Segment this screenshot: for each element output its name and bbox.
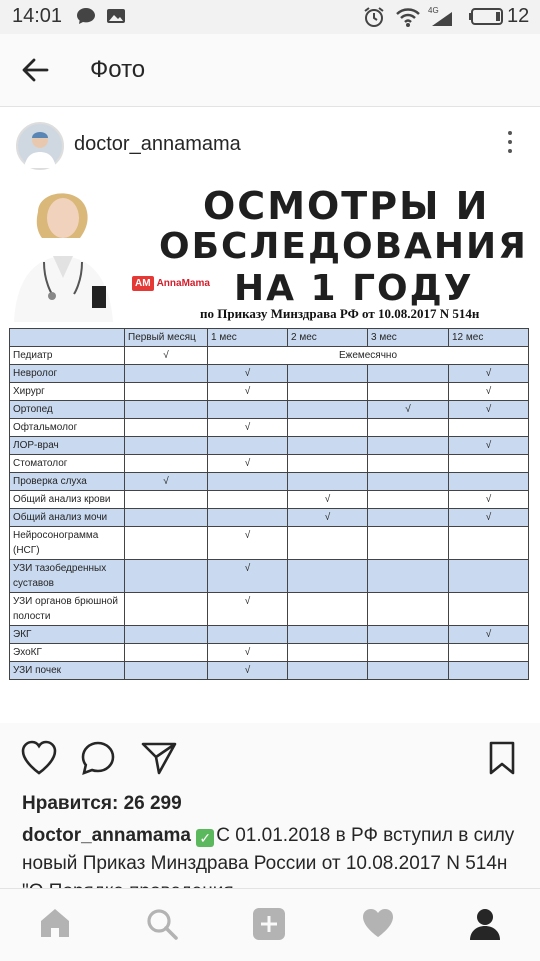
- table-cell: [125, 509, 208, 527]
- bottom-navigation: [0, 888, 540, 961]
- table-cell: [208, 437, 288, 455]
- table-cell: [208, 509, 288, 527]
- profile-icon[interactable]: [468, 907, 502, 941]
- table-row: [10, 626, 529, 644]
- table-cell: √: [449, 401, 529, 419]
- table-cell: [125, 437, 208, 455]
- table-cell: [368, 662, 449, 680]
- table-header-cell: 3 мес: [368, 329, 449, 347]
- network-label: 4G: [428, 6, 439, 15]
- table-cell: [449, 662, 529, 680]
- battery-icon: [468, 6, 504, 28]
- table-header-cell: Первый месяц: [125, 329, 208, 347]
- table-row: [10, 662, 529, 680]
- table-cell: [288, 437, 368, 455]
- table-cell: [125, 419, 208, 437]
- table-cell: √: [449, 365, 529, 383]
- table-cell: [288, 419, 368, 437]
- table-cell: √: [208, 662, 288, 680]
- table-cell: √: [449, 626, 529, 644]
- table-cell: √: [449, 491, 529, 509]
- post-header: [0, 107, 540, 182]
- bookmark-icon[interactable]: [488, 740, 516, 776]
- table-header-cell: [10, 329, 125, 347]
- table-cell: √: [208, 455, 288, 473]
- table-cell: [449, 644, 529, 662]
- table-row: [10, 365, 529, 383]
- table-row-label: Офтальмолог: [10, 419, 125, 437]
- table-row-label: Педиатр: [10, 347, 125, 365]
- table-row: [10, 401, 529, 419]
- table-cell: [368, 419, 449, 437]
- table-cell: [125, 644, 208, 662]
- post-actions: [0, 732, 540, 787]
- table-cell: [449, 560, 529, 593]
- table-row-label: Общий анализ крови: [10, 491, 125, 509]
- table-row: [10, 419, 529, 437]
- table-cell: [288, 455, 368, 473]
- table-header-cell: 12 мес: [449, 329, 529, 347]
- table-cell: √: [208, 527, 288, 560]
- table-cell: [368, 383, 449, 401]
- table-cell: [288, 644, 368, 662]
- table-row: [10, 491, 529, 509]
- table-row: [10, 383, 529, 401]
- table-row-label: ЭхоКГ: [10, 644, 125, 662]
- table-cell: [368, 626, 449, 644]
- battery-level: 12: [507, 5, 530, 27]
- table-cell: [368, 455, 449, 473]
- wifi-icon: [395, 6, 421, 28]
- table-row-label: Общий анализ мочи: [10, 509, 125, 527]
- table-row-label: Проверка слуха: [10, 473, 125, 491]
- table-cell: [208, 491, 288, 509]
- vertical-dots-icon[interactable]: [506, 131, 514, 158]
- table-cell: √: [208, 419, 288, 437]
- table-cell: [208, 473, 288, 491]
- table-cell: √: [449, 509, 529, 527]
- table-cell: √: [125, 473, 208, 491]
- table-cell: [449, 455, 529, 473]
- checkup-table: [9, 328, 529, 680]
- chat-notification-icon: [75, 6, 97, 26]
- table-cell: [125, 455, 208, 473]
- table-cell: √: [208, 644, 288, 662]
- arrow-left-icon[interactable]: [20, 56, 50, 84]
- table-cell: [125, 383, 208, 401]
- table-row: [10, 560, 529, 593]
- table-cell: √: [449, 437, 529, 455]
- screen-title: Фото: [90, 56, 146, 83]
- table-cell: [288, 473, 368, 491]
- table-cell: √: [125, 347, 208, 365]
- table-cell: [368, 644, 449, 662]
- table-cell: [125, 560, 208, 593]
- table-row: [10, 527, 529, 560]
- table-cell: [368, 593, 449, 626]
- heading-line-2: ОБСЛЕДОВАНИЯ: [159, 226, 528, 267]
- table-row-label: Хирург: [10, 383, 125, 401]
- table-cell: [125, 401, 208, 419]
- table-cell: [288, 662, 368, 680]
- table-cell: √: [208, 560, 288, 593]
- table-cell: √: [288, 509, 368, 527]
- table-cell: [288, 593, 368, 626]
- check-mark-icon: ✓: [196, 829, 214, 847]
- table-cell: [288, 626, 368, 644]
- table-cell: √: [208, 383, 288, 401]
- table-row: [10, 455, 529, 473]
- table-cell: [208, 626, 288, 644]
- brand-name: AnnaMama: [156, 278, 210, 289]
- table-row-label: Стоматолог: [10, 455, 125, 473]
- table-cell: [368, 437, 449, 455]
- table-row-label: УЗИ почек: [10, 662, 125, 680]
- table-cell: √: [449, 383, 529, 401]
- brand-badge: [132, 276, 210, 291]
- table-cell: [125, 365, 208, 383]
- doctor-illustration: [8, 182, 126, 322]
- heading-line-1: ОСМОТРЫ И: [203, 184, 490, 228]
- post-username[interactable]: doctor_annamama: [74, 133, 241, 155]
- paper-plane-icon[interactable]: [140, 740, 178, 776]
- table-row-label: Невролог: [10, 365, 125, 383]
- table-cell: [288, 560, 368, 593]
- table-cell: [368, 509, 449, 527]
- table-cell: [125, 527, 208, 560]
- speech-bubble-icon[interactable]: [80, 740, 116, 776]
- table-row: [10, 437, 529, 455]
- post-image[interactable]: [0, 182, 540, 723]
- table-cell: [125, 626, 208, 644]
- table-cell: [368, 527, 449, 560]
- status-time: 14:01: [12, 5, 63, 27]
- table-cell: √: [288, 491, 368, 509]
- table-row: [10, 509, 529, 527]
- table-cell: [125, 593, 208, 626]
- signal-icon: [428, 6, 458, 28]
- table-cell: [449, 527, 529, 560]
- table-row-label: ЭКГ: [10, 626, 125, 644]
- caption-username[interactable]: doctor_annamama: [22, 825, 191, 846]
- table-row-label: УЗИ органов брюшной полости: [10, 593, 125, 626]
- alarm-icon: [362, 6, 386, 28]
- status-bar: [0, 0, 540, 34]
- table-row-label: Ортопед: [10, 401, 125, 419]
- image-notification-icon: [105, 6, 127, 26]
- table-cell: [368, 365, 449, 383]
- brand-logo: AM: [132, 276, 154, 291]
- post-caption: [22, 822, 522, 886]
- table-cell: [368, 560, 449, 593]
- heart-icon[interactable]: [361, 907, 395, 939]
- table-cell: √: [208, 593, 288, 626]
- table-row-label: ЛОР-врач: [10, 437, 125, 455]
- order-caption: по Приказу Минздрава РФ от 10.08.2017 N 514н: [200, 306, 480, 321]
- table-cell: [208, 401, 288, 419]
- table-row-label: УЗИ тазобедренных суставов: [10, 560, 125, 593]
- table-row: [10, 593, 529, 626]
- table-row-label: Нейросонограмма (НСГ): [10, 527, 125, 560]
- search-icon[interactable]: [145, 907, 179, 941]
- table-cell: [368, 473, 449, 491]
- table-cell: [288, 383, 368, 401]
- table-cell: [125, 491, 208, 509]
- table-header-row: [10, 329, 529, 347]
- table-cell: [288, 401, 368, 419]
- heart-outline-icon[interactable]: [20, 740, 58, 776]
- heading-line-3: НА 1 ГОДУ: [234, 268, 474, 309]
- table-cell: Ежемесячно: [208, 347, 529, 365]
- table-header-cell: 2 мес: [288, 329, 368, 347]
- table-cell: [449, 419, 529, 437]
- table-cell: [449, 593, 529, 626]
- add-icon[interactable]: [252, 907, 286, 941]
- table-cell: [368, 491, 449, 509]
- likes-count[interactable]: Нравится: 26 299: [22, 793, 182, 814]
- avatar[interactable]: [16, 122, 64, 170]
- home-icon[interactable]: [38, 907, 72, 939]
- table-row: [10, 347, 529, 365]
- app-bar: [0, 34, 540, 107]
- table-row: [10, 644, 529, 662]
- table-cell: √: [368, 401, 449, 419]
- table-cell: √: [208, 365, 288, 383]
- table-cell: [288, 527, 368, 560]
- table-row: [10, 473, 529, 491]
- table-header-cell: 1 мес: [208, 329, 288, 347]
- caption-text: С 01.01.2018 в РФ вступил в силу новый Приказ Минздрава России от 10.08.2017 N 514н: [22, 825, 515, 874]
- table-cell: [125, 662, 208, 680]
- table-cell: [288, 365, 368, 383]
- table-cell: [449, 473, 529, 491]
